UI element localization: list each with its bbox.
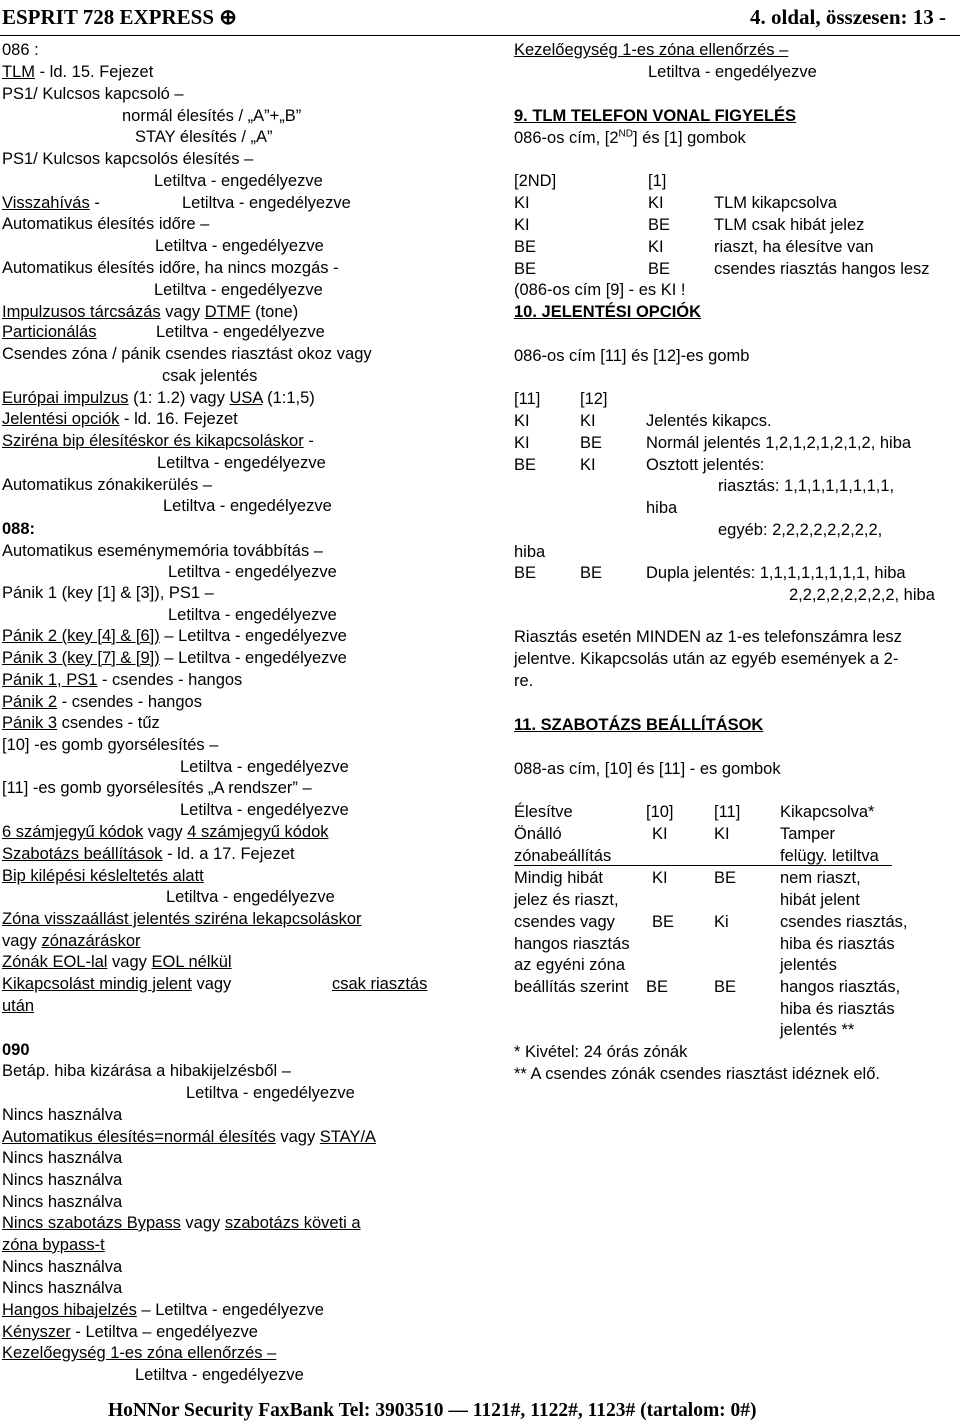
table-note: (086-os cím [9] - es KI ! xyxy=(514,281,686,299)
table-cell: KI xyxy=(648,238,664,256)
option-line: Automatikus élesítés időre – xyxy=(2,215,210,233)
table-cell: KI xyxy=(580,456,596,474)
section-9-title: 9. TLM TELEFON VONAL FIGYELÉS xyxy=(514,107,797,125)
table-cell: BE xyxy=(514,456,537,474)
option-value: Letiltva - engedélyezve xyxy=(168,606,337,624)
option-line: Pánik 3 (key [7] & [9]) – Letiltva - engedélyezve xyxy=(2,649,347,667)
option-line: zóna bypass-t xyxy=(2,1236,105,1254)
option-line: TLM - ld. 15. Fejezet xyxy=(2,63,154,81)
table-cell: Önálló xyxy=(514,825,562,843)
table-cell: BE xyxy=(646,978,669,996)
table-cell: hangos riasztás xyxy=(514,935,630,953)
option-value: Letiltva - engedélyezve xyxy=(168,563,337,581)
option-value: Letiltva - engedélyezve xyxy=(155,237,324,255)
option-line: Betáp. hiba kizárása a hibakijelzésből – xyxy=(2,1062,291,1080)
section-10-subtitle: 086-os cím [11] és [12]-es gomb xyxy=(514,347,750,365)
table-cell: BE xyxy=(514,260,537,278)
option-line: PS1/ Kulcsos kapcsoló – xyxy=(2,85,184,103)
table-cell: KI xyxy=(514,412,530,430)
table-cell: KI xyxy=(514,216,530,234)
section-086-label: 086 : xyxy=(2,41,39,59)
option-value: Letiltva - engedélyezve xyxy=(154,281,323,299)
section-090-label: 090 xyxy=(2,1041,30,1059)
footnote: ** A csendes zónák csendes riasztást idéznek elő. xyxy=(514,1065,880,1083)
table-cell: jelentés xyxy=(780,956,837,974)
section-10-title: 10. JELENTÉSI OPCIÓK xyxy=(514,303,702,321)
table-cell: nem riaszt, xyxy=(780,869,861,887)
option-line: STAY élesítés / „A” xyxy=(135,128,273,146)
table-cell: hiba xyxy=(514,543,546,561)
section-11-title: 11. SZABOTÁZS BEÁLLÍTÁSOK xyxy=(514,716,764,734)
option-line: Kényszer - Letiltva – engedélyezve xyxy=(2,1323,258,1341)
option-line: Nincs használva xyxy=(2,1258,123,1276)
paragraph-line: re. xyxy=(514,672,534,690)
table-cell: BE xyxy=(648,260,671,278)
option-line: után xyxy=(2,997,35,1015)
table-cell: hiba és riasztás xyxy=(780,1000,895,1018)
table-cell: TLM csak hibát jelez xyxy=(714,216,865,234)
page-footer: HoNNor Security FaxBank Tel: 3903510 — 1121#, 1122#, 1123# (tartalom: 0#) xyxy=(108,1400,757,1421)
table-cell: TLM kikapcsolva xyxy=(714,194,837,212)
table-cell: felügy. letiltva xyxy=(780,847,879,865)
option-line: Impulzusos tárcsázás vagy DTMF (tone) xyxy=(2,303,299,321)
section-088-label: 088: xyxy=(2,520,36,538)
option-value: Letiltva - engedélyezve xyxy=(135,1366,304,1384)
table-header: [2ND] xyxy=(514,172,557,190)
table-cell: KI xyxy=(652,825,668,843)
option-line: Automatikus élesítés időre, ha nincs mozgás - xyxy=(2,259,339,277)
table-cell: BE xyxy=(648,216,671,234)
option-line: Automatikus zónakikerülés – xyxy=(2,476,213,494)
option-line: vagy zónazáráskor xyxy=(2,932,141,950)
table-header: [11] xyxy=(514,390,541,408)
option-line: Particionálás xyxy=(2,323,97,341)
table-cell: KI xyxy=(514,194,530,212)
option-line: Európai impulzus (1: 1.2) vagy USA (1:1,5) xyxy=(2,389,315,407)
option-line: Csendes zóna / pánik csendes riasztást okoz vagy xyxy=(2,345,372,363)
option-line: Automatikus élesítés=normál élesítés vagy STAY/A xyxy=(2,1128,377,1146)
table-cell: BE xyxy=(580,434,603,452)
table-cell: beállítás szerint xyxy=(514,978,629,996)
option-line: Pánik 3 csendes - tűz xyxy=(2,714,160,732)
option-line: [11] -es gomb gyorsélesítés „A rendszer” – xyxy=(2,779,312,797)
table-cell: KI xyxy=(714,825,730,843)
option-value: Letiltva - engedélyezve xyxy=(180,758,349,776)
option-line: Pánik 1 (key [1] & [3]), PS1 – xyxy=(2,584,214,602)
option-line: Pánik 2 - csendes - hangos xyxy=(2,693,202,711)
table-cell: BE xyxy=(580,564,603,582)
option-value: Letiltva - engedélyezve xyxy=(166,888,335,906)
table-cell: jelez és riaszt, xyxy=(514,891,619,909)
option-line: [10] -es gomb gyorsélesítés – xyxy=(2,736,219,754)
table-cell: Normál jelentés 1,2,1,2,1,2,1,2, hiba xyxy=(646,434,912,452)
table-cell: Ki xyxy=(714,913,729,931)
option-value: Letiltva - engedélyezve xyxy=(186,1084,355,1102)
document-title: ESPRIT 728 EXPRESS ⊕ xyxy=(2,5,237,29)
option-line: Nincs szabotázs Bypass vagy szabotázs követi a xyxy=(2,1214,361,1232)
table-cell: KI xyxy=(580,412,596,430)
table-header: [1] xyxy=(648,172,667,190)
option-line: Nincs használva xyxy=(2,1193,123,1211)
table-cell: hiba xyxy=(646,499,678,517)
option-line: Hangos hibajelzés – Letiltva - engedélyezve xyxy=(2,1301,324,1319)
option-line: Automatikus eseménymemória továbbítás – xyxy=(2,542,323,560)
table-cell: BE xyxy=(514,238,537,256)
option-line: csak riasztás xyxy=(332,975,428,993)
table-cell: hiba és riasztás xyxy=(780,935,895,953)
table-header: [11] xyxy=(714,803,741,821)
option-line: Sziréna bip élesítéskor és kikapcsoláskor - xyxy=(2,432,314,450)
option-value: Letiltva - engedélyezve xyxy=(154,172,323,190)
option-value: Letiltva - engedélyezve xyxy=(156,323,325,341)
option-line: Zónák EOL-lal vagy EOL nélkül xyxy=(2,953,232,971)
table-cell: Jelentés kikapcs. xyxy=(646,412,772,430)
table-cell: 2,2,2,2,2,2,2,2, hiba xyxy=(789,586,935,604)
option-line: 6 számjegyű kódok vagy 4 számjegyű kódok xyxy=(2,823,329,841)
table-cell: Dupla jelentés: 1,1,1,1,1,1,1,1, hiba xyxy=(646,564,906,582)
option-line: Visszahívás - xyxy=(2,194,100,212)
option-value: Letiltva - engedélyezve xyxy=(648,63,817,81)
header-divider xyxy=(0,35,960,36)
table-cell: Tamper xyxy=(780,825,836,843)
table-cell: KI xyxy=(648,194,664,212)
option-line: Kikapcsolást mindig jelent vagy xyxy=(2,975,232,993)
option-line: Kezelőegység 1-es zóna ellenőrzés – xyxy=(2,1344,277,1362)
table-cell: egyéb: 2,2,2,2,2,2,2,2, xyxy=(718,521,883,539)
table-cell: Osztott jelentés: xyxy=(646,456,765,474)
section-9-subtitle: 086-os cím, [2ND] és [1] gombok xyxy=(514,128,746,147)
logo-icon: ⊕ xyxy=(219,5,237,29)
footnote: * Kivétel: 24 órás zónák xyxy=(514,1043,688,1061)
option-line: Szabotázs beállítások - ld. a 17. Fejezet xyxy=(2,845,295,863)
table-header: [12] xyxy=(580,390,608,408)
table-header: [10] xyxy=(646,803,674,821)
table-cell: hangos riasztás, xyxy=(780,978,901,996)
table-row-divider xyxy=(514,865,892,866)
table-cell: KI xyxy=(514,434,530,452)
table-header: Élesítve xyxy=(514,803,573,821)
paragraph-line: Riasztás esetén MINDEN az 1-es telefonszámra lesz xyxy=(514,628,902,646)
table-cell: az egyéni zóna xyxy=(514,956,625,974)
option-line: Nincs használva xyxy=(2,1106,123,1124)
option-line: normál élesítés / „A”+„B” xyxy=(122,107,302,125)
option-line: Bip kilépési késleltetés alatt xyxy=(2,867,204,885)
option-line: csak jelentés xyxy=(162,367,258,385)
table-cell: KI xyxy=(652,869,668,887)
option-line: Pánik 2 (key [4] & [6]) – Letiltva - engedélyezve xyxy=(2,627,347,645)
table-cell: csendes vagy xyxy=(514,913,615,931)
table-cell: riasztás: 1,1,1,1,1,1,1,1, xyxy=(718,477,895,495)
option-value: Letiltva - engedélyezve xyxy=(180,801,349,819)
option-line: Pánik 1, PS1 - csendes - hangos xyxy=(2,671,243,689)
table-cell: hibát jelent xyxy=(780,891,860,909)
table-cell: riaszt, ha élesítve van xyxy=(714,238,874,256)
table-cell: BE xyxy=(652,913,675,931)
table-cell: csendes riasztás hangos lesz xyxy=(714,260,930,278)
option-value: Letiltva - engedélyezve xyxy=(182,194,351,212)
option-line: PS1/ Kulcsos kapcsolós élesítés – xyxy=(2,150,254,168)
option-line: Jelentési opciók - ld. 16. Fejezet xyxy=(2,410,238,428)
table-cell: BE xyxy=(714,978,737,996)
table-cell: Mindig hibát xyxy=(514,869,603,887)
table-cell: csendes riasztás, xyxy=(780,913,908,931)
option-line: Kezelőegység 1-es zóna ellenőrzés – xyxy=(514,41,789,59)
table-cell: BE xyxy=(714,869,737,887)
table-cell: jelentés ** xyxy=(780,1021,855,1039)
option-line: Nincs használva xyxy=(2,1171,123,1189)
table-cell: zónabeállítás xyxy=(514,847,612,865)
option-value: Letiltva - engedélyezve xyxy=(163,497,332,515)
option-line: Nincs használva xyxy=(2,1149,123,1167)
table-cell: BE xyxy=(514,564,537,582)
option-value: Letiltva - engedélyezve xyxy=(157,454,326,472)
paragraph-line: jelentve. Kikapcsolás után az egyéb események a 2- xyxy=(514,650,899,668)
option-line: Zóna visszaállást jelentés sziréna lekapcsoláskor xyxy=(2,910,362,928)
page-indicator: 4. oldal, összesen: 13 - xyxy=(750,5,946,29)
option-line: Nincs használva xyxy=(2,1279,123,1297)
table-header: Kikapcsolva* xyxy=(780,803,875,821)
section-11-subtitle: 088-as cím, [10] és [11] - es gombok xyxy=(514,760,781,778)
